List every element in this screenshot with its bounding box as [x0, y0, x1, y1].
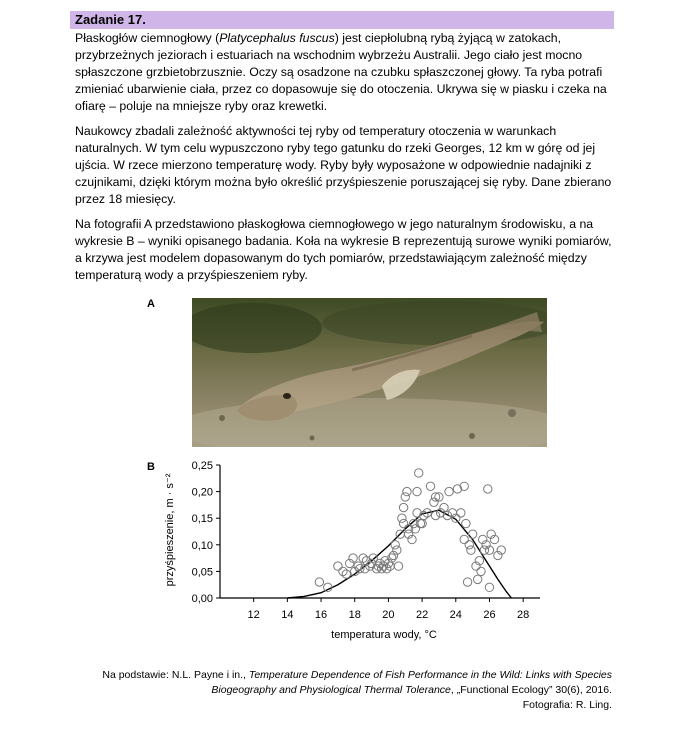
y-tick-label: 0,00 [191, 593, 213, 605]
y-tick-label: 0,20 [191, 486, 213, 499]
y-tick-label: 0,15 [191, 513, 213, 526]
data-point [394, 562, 402, 570]
source-prefix: Na podstawie: N.L. Payne i in., [102, 669, 249, 681]
y-tick-label: 0,05 [191, 566, 213, 579]
y-tick-label: 0,25 [191, 460, 213, 472]
data-point [426, 482, 434, 490]
photo-credit: Fotografia: R. Ling. [522, 699, 612, 711]
data-point [431, 511, 439, 519]
task-title: Zadanie 17. [75, 12, 146, 27]
data-point [415, 469, 423, 477]
data-point [460, 535, 468, 543]
data-point [430, 498, 438, 506]
data-point [399, 503, 407, 511]
data-point [477, 567, 485, 575]
data-point [399, 519, 407, 527]
data-point [445, 487, 453, 495]
task-header [70, 11, 614, 29]
fish-photo-illustration [192, 298, 547, 447]
y-tick-label: 0,10 [191, 539, 213, 552]
y-axis-label: przyśpieszenie, m · s⁻² [164, 473, 176, 587]
data-point [468, 530, 476, 538]
intro-part2: ) jest ciepłolubną rybą żyjącą w zatokach, przybrzeżnych jeziorach i estuariach na wschodnim wybrzeżu Australii. Jego ciało jest mocno spłaszczone grzbietobrzusznie. Oczy są osadzone na czubku spłaszczonej głowy. Ta ryba potrafi zmieniać ubarwienie ciała, przez co dopasowuje się do otoczenia. Ukrywa się w piasku i czeka na ofiarę – poluje na mniejsze ryby oraz krewetki. [75, 31, 607, 113]
data-point [413, 487, 421, 495]
data-point [485, 583, 493, 591]
data-point [467, 546, 475, 554]
data-point [484, 485, 492, 493]
x-tick-label: 18 [348, 609, 361, 621]
study-paragraph: Naukowcy zbadali zależność aktywności tej ryby od temperatury otoczenia w warunkach naturalnych. W tym celu wypuszczono ryby tego gatunku do rzeki Georges, 12 km w górę od jej ujścia. W rzece mierzono temperaturę wody. Ryby były wyposażone w odpowiednie nadajniki z czujnikami, dzięki którym można było określić przyśpieszenie poruszającej się ryby. Dane zbierano przez 18 miesięcy. [75, 124, 612, 206]
source-journal: , „Functional Ecology” 30(6), 2016. [450, 684, 612, 696]
data-point [480, 546, 488, 554]
data-point [465, 541, 473, 549]
photo-label: A [147, 298, 155, 310]
figure-intro-paragraph: Na fotografii A przedstawiono płaskogłowa ciemnogłowego w jego naturalnym środowisku, a na wykresie B – wyniki opisanego badania. Koła na wykresie B reprezentują surowe wyniki pomiarów, a krzywa jest modelem dopasowanym do tych pomiarów, przedstawiającym zależność między temperaturą wody a przyśpieszeniem ryby. [75, 217, 612, 282]
x-tick-label: 16 [314, 609, 328, 621]
x-tick-label: 22 [415, 609, 429, 621]
data-point [398, 514, 406, 522]
data-point [463, 578, 471, 586]
x-tick-label: 28 [517, 609, 530, 621]
data-point [315, 578, 323, 586]
data-point [403, 487, 411, 495]
data-point [334, 562, 342, 570]
x-tick-label: 12 [247, 609, 260, 621]
data-point [391, 541, 399, 549]
intro-paragraph [75, 30, 615, 115]
data-point [462, 519, 470, 527]
x-tick-label: 26 [483, 609, 496, 621]
x-axis-label: temperatura wody, °C [331, 629, 437, 641]
source-title-1: Temperature Dependence of Fish Performance in the Wild: Links with Species [248, 669, 612, 681]
source-citation [102, 668, 612, 713]
source-title-2: Biogeography and Physiological Thermal Tolerance [211, 684, 451, 696]
chart-b [150, 455, 550, 645]
species-latin-name: Platycephalus fuscus [219, 31, 335, 45]
fish-photo [192, 298, 547, 447]
data-point [457, 509, 465, 517]
x-tick-label: 20 [382, 609, 395, 621]
data-point [356, 565, 364, 573]
data-point [473, 575, 481, 583]
x-tick-label: 24 [449, 609, 462, 621]
data-point [401, 493, 409, 501]
intro-part1: Płaskogłów ciemnogłowy ( [75, 31, 220, 45]
x-tick-label: 14 [281, 609, 294, 621]
chart-label: B [147, 461, 155, 473]
